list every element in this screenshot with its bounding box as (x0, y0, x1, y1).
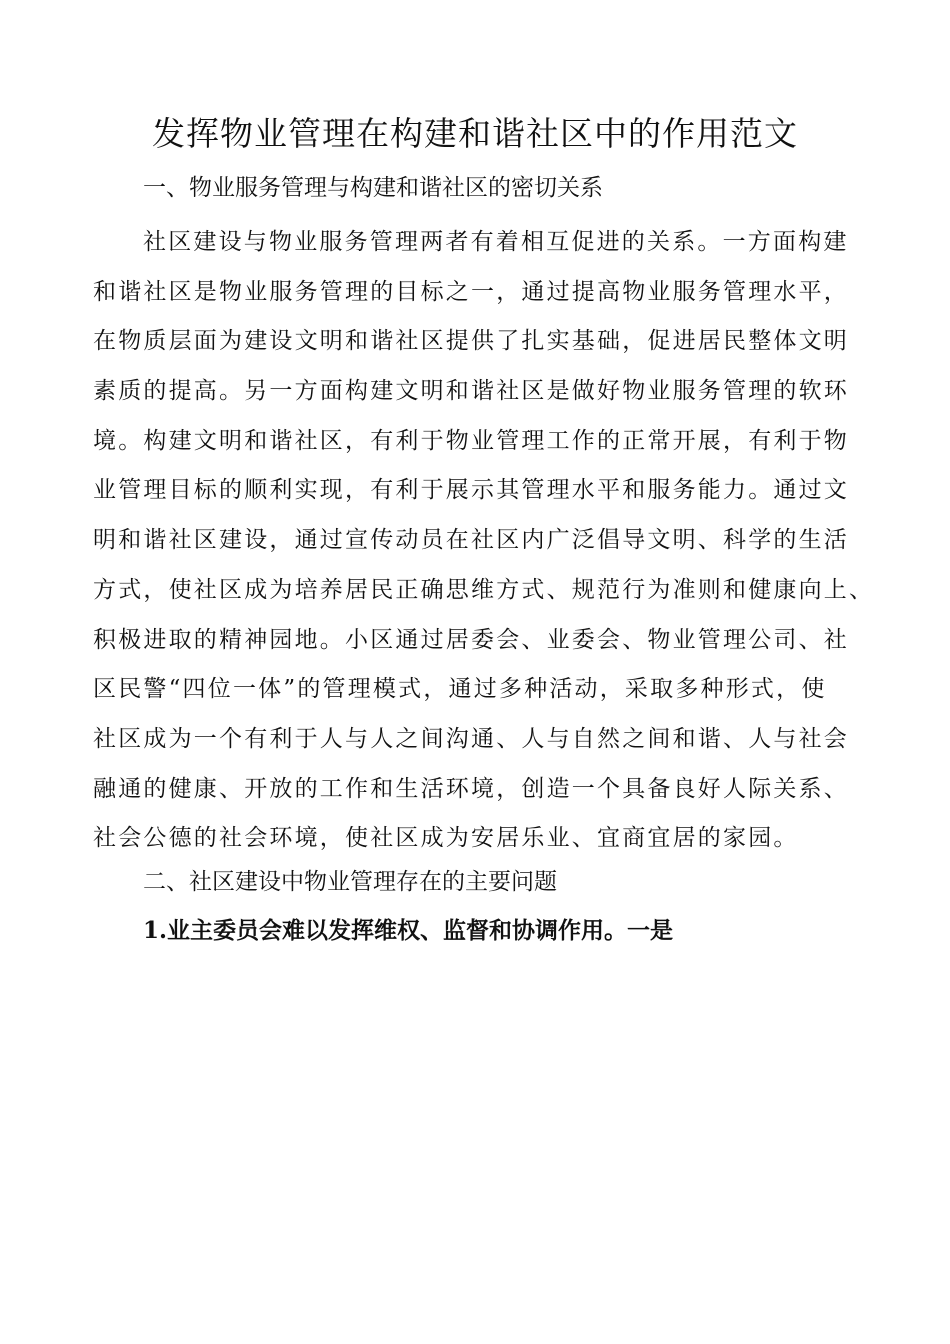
paragraph-line: 明和谐社区建设，通过宣传动员在社区内广泛倡导文明、科学的生活 (93, 527, 849, 554)
paragraph-line: 社会公德的社会环境，使社区成为安居乐业、宜商宜居的家园。 (93, 825, 799, 852)
paragraph-1 (93, 224, 875, 870)
subsection-heading-1: 1.业主委员会难以发挥维权、监督和协调作用。一是 (143, 917, 674, 944)
paragraph-line: 境。构建文明和谐社区，有利于物业管理工作的正常开展，有利于物 (93, 427, 849, 454)
paragraph-line: 社区建设与物业服务管理两者有着相互促进的关系。一方面构建 (143, 229, 849, 255)
paragraph-line: 素质的提高。另一方面构建文明和谐社区是做好物业服务管理的软环 (93, 378, 849, 405)
paragraph-line: 和谐社区是物业服务管理的目标之一，通过提高物业服务管理水平， (93, 278, 849, 305)
paragraph-line: 区民警“四位一体”的管理模式，通过多种活动，采取多种形式，使 (93, 676, 827, 703)
paragraph-line: 积极进取的精神园地。小区通过居委会、业委会、物业管理公司、社 (93, 626, 849, 653)
document-title: 发挥物业管理在构建和谐社区中的作用范文 (152, 114, 798, 153)
section-heading-2: 二、社区建设中物业管理存在的主要问题 (143, 869, 557, 895)
paragraph-line: 融通的健康、开放的工作和生活环境，创造一个具备良好人际关系、 (93, 775, 849, 802)
paragraph-line: 方式，使社区成为培养居民正确思维方式、规范行为准则和健康向上、 (93, 576, 875, 603)
section-heading-1: 一、物业服务管理与构建和谐社区的密切关系 (143, 175, 603, 201)
paragraph-line: 业管理目标的顺利实现，有利于展示其管理水平和服务能力。通过文 (93, 477, 849, 504)
paragraph-line: 在物质层面为建设文明和谐社区提供了扎实基础，促进居民整体文明 (93, 328, 849, 355)
paragraph-line: 社区成为一个有利于人与人之间沟通、人与自然之间和谐、人与社会 (93, 725, 849, 752)
